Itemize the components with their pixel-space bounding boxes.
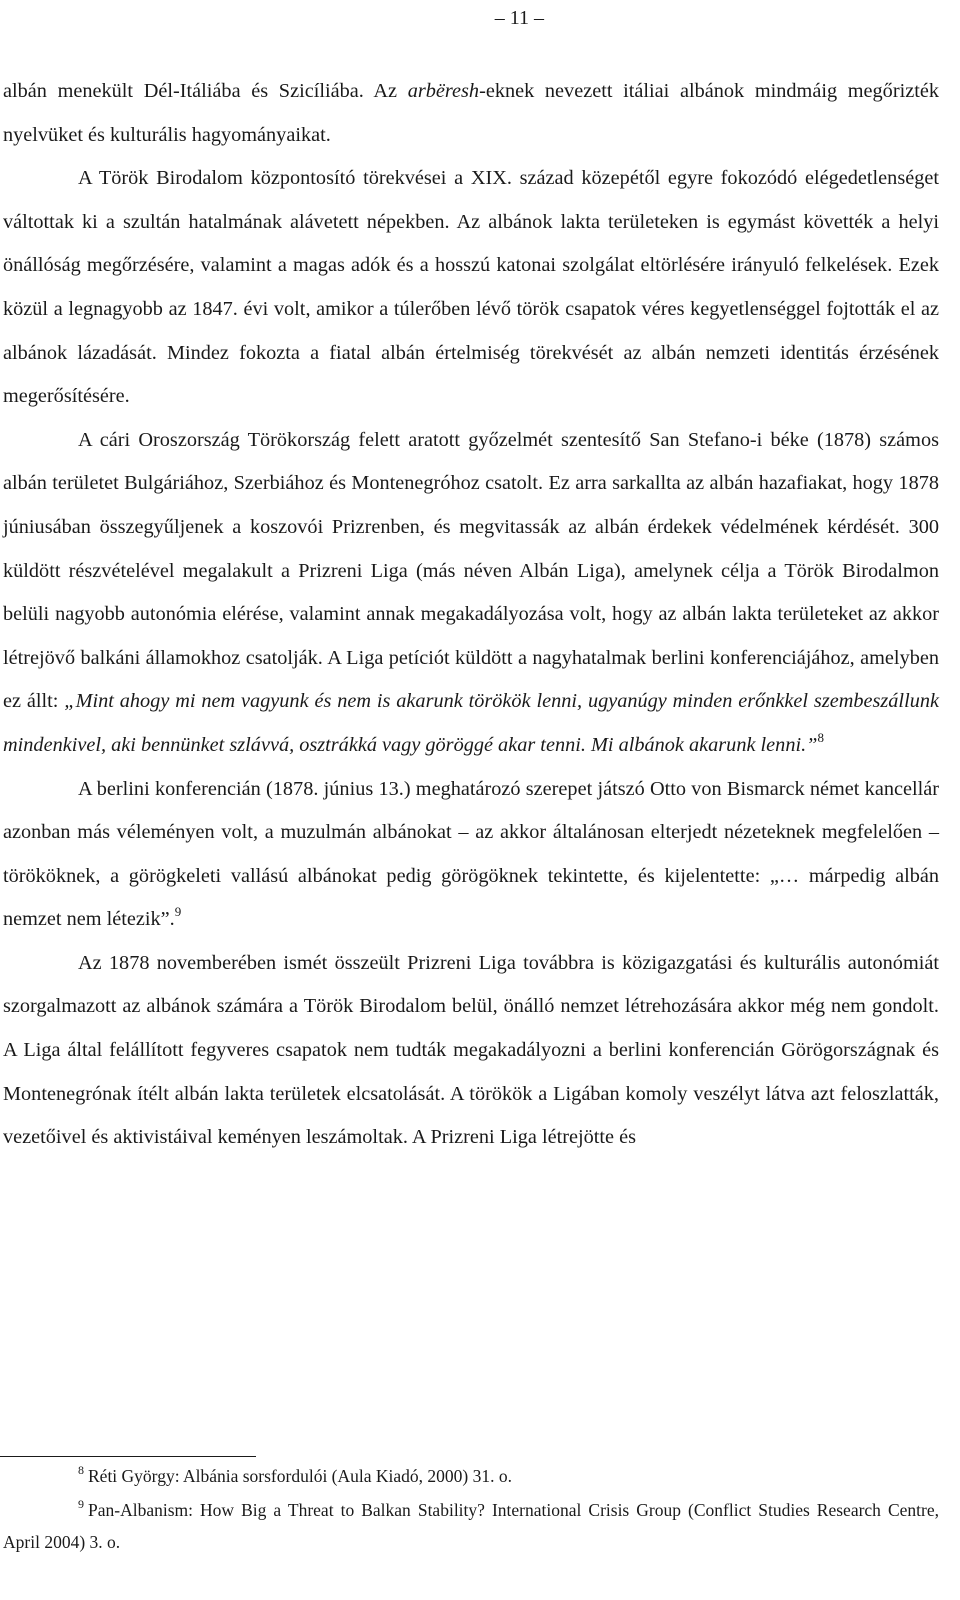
footnote-text: Pan-Albanism: How Big a Threat to Balkan Stability? International Crisis Group (Conflict Studies Research Centre, April 2004) 3. o. — [3, 1500, 939, 1552]
text-run: A berlini konferencián (1878. június 13.) meghatározó szerepet játszó Otto von Bismarck német kancellár azonban más véleményen volt, a muzulmán albánokat – az akkor általánosan elterjedt nézeteknek megfelelően – törököknek, a görögkeleti vallású albánokat pedig görögöknek tekintette, és kijelentette: „… márpedig albán nemzet nem létezik”. — [3, 777, 939, 931]
footnote-text: Réti György: Albánia sorsfordulói (Aula Kiadó, 2000) 31. o. — [88, 1466, 512, 1486]
footnote-reference: 8 — [817, 729, 824, 745]
text-run: A Török Birodalom központosító törekvései a XIX. század közepétől egyre fokozódó elégedetlenséget váltottak ki a szultán hatalmának alávetett népekben. Az albánok lakta területeken is egymást követték a helyi önállóság megőrzésére, valamint a magas adók és a hosszú katonai szolgálat eltörlésére irányuló felkelések. Ezek közül a legnagyobb az 1847. évi volt, amikor a túlerőben lévő török csapatok véres kegyetlenséggel fojtották el az albánok lázadását. Mindez fokozta a fiatal albán értelmiség törekvését az albán nemzeti identitás érzésének megerősítésére. — [3, 167, 939, 408]
body-text — [3, 70, 939, 1160]
text-run: albán menekült Dél-Itáliába és Szicíliába. Az — [3, 80, 408, 102]
text-run: -eknek nevezett itáliai albánok mindmáig megőrizték nyelvüket és kulturális hagyományaikat. — [3, 80, 939, 146]
footnote-separator — [0, 1456, 256, 1457]
paragraph — [3, 768, 939, 942]
paragraph — [3, 942, 939, 1160]
text-run: A cári Oroszország Törökország felett aratott győzelmét szentesítő San Stefano-i béke (1878) számos albán területet Bulgáriához, Szerbiához és Montenegróhoz csatolt. Ez arra sarkallta az albán hazafiakat, hogy 1878 júniusában összegyűljenek a koszovói Prizrenben, és megvitassák az albán érdekek védelmének kérdését. 300 küldött részvételével megalakult a Prizreni Liga (más néven Albán Liga), amelynek célja a Török Birodalmon belüli nagyobb autonómia elérése, valamint annak megakadályozása volt, hogy az albán lakta területeket az akkor létrejövő balkáni államokhoz csatolják. A Liga petíciót küldött a nagyhatalmak berlini konferenciájához, amelyben ez állt: — [3, 428, 939, 713]
footnote — [3, 1494, 939, 1558]
text-run: „Mint ahogy mi nem vagyunk és nem is akarunk törökök lenni, ugyanúgy minden erőnkkel szembeszállunk mindenkivel, aki bennünket szlávvá, osztrákká vagy göröggé akar tenni. Mi albánok akarunk lenni.” — [3, 690, 939, 756]
paragraph — [3, 157, 939, 419]
footnote — [3, 1460, 939, 1492]
paragraph — [3, 70, 939, 157]
text-run: arbëresh — [407, 80, 480, 102]
footnotes — [3, 1460, 939, 1558]
paragraph — [3, 419, 939, 768]
page-number: – 11 – — [494, 7, 544, 29]
footnote-number: 8 — [78, 1463, 84, 1477]
footnote-reference: 9 — [174, 904, 182, 920]
text-run: Az 1878 novemberében ismét összeült Prizreni Liga továbbra is közigazgatási és kulturális autonómiát szorgalmazott az albánok számára a Török Birodalom belül, önálló nemzet létrehozására akkor még nem gondolt. A Liga által felállított fegyveres csapatok nem tudták megakadályozni a berlini konferencián Görögországnak és Montenegrónak ítélt albán lakta területek elcsatolását. A törökök a Ligában komoly veszélyt látva azt feloszlatták, vezetőivel és aktivistáival keményen leszámoltak. A Prizreni Liga létrejötte és — [3, 951, 939, 1149]
footnote-number: 9 — [78, 1497, 84, 1511]
